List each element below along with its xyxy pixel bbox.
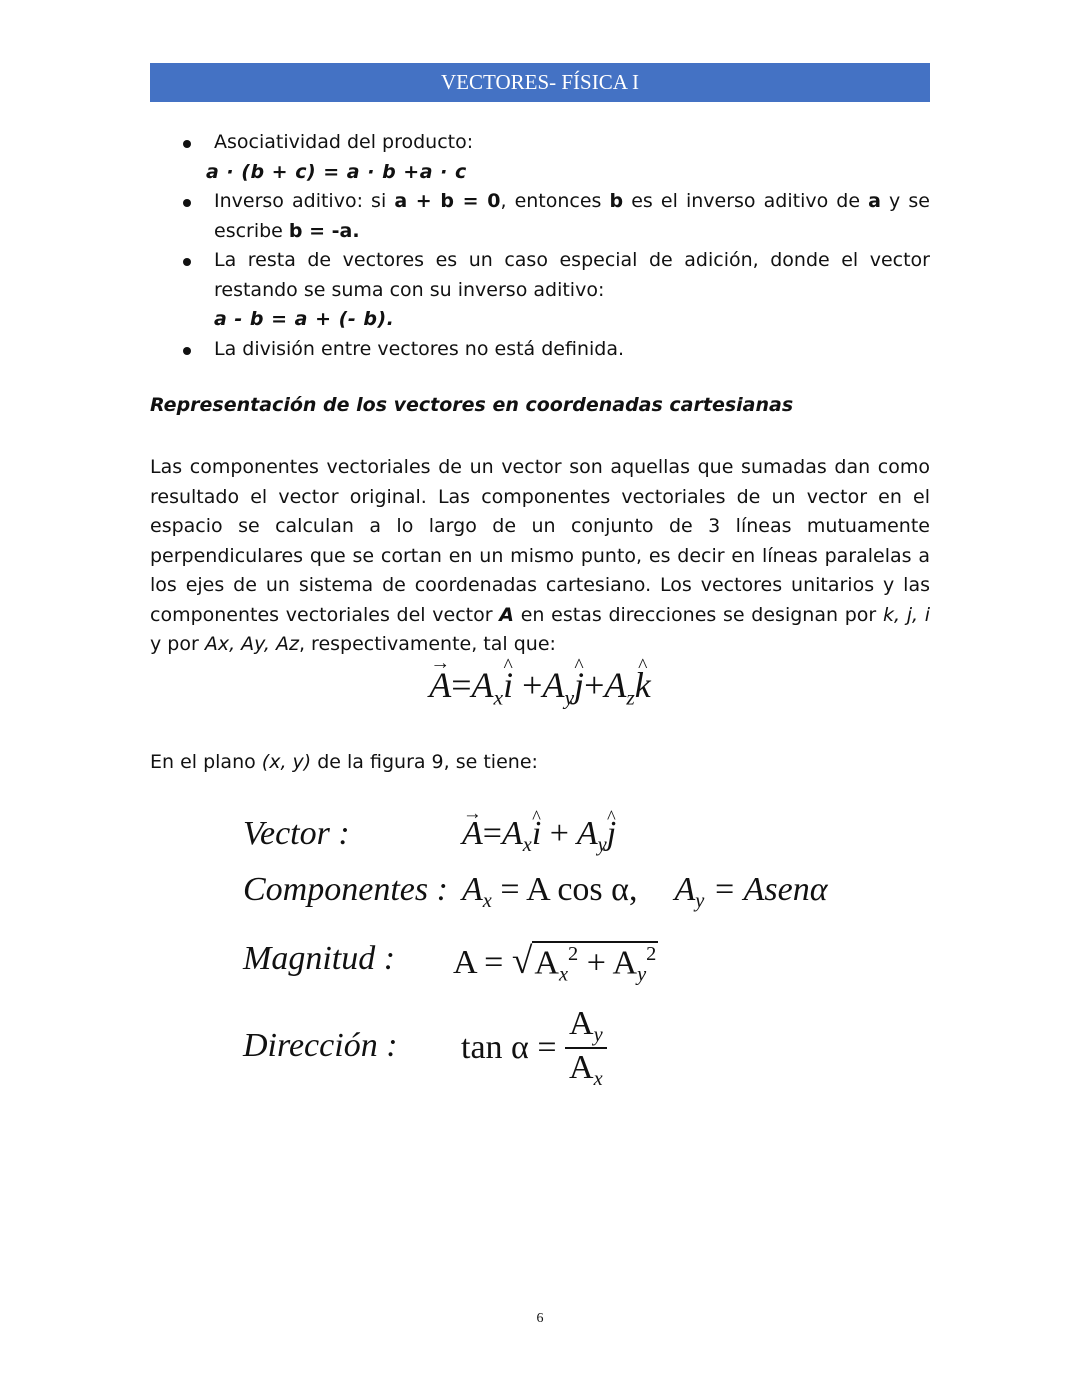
bullet-icon bbox=[183, 258, 191, 266]
plane-coords: (x, y) bbox=[261, 751, 312, 773]
direction-fraction bbox=[565, 1005, 607, 1091]
bullet-icon bbox=[183, 140, 191, 148]
subtraction-formula: a - b = a + (- b). bbox=[214, 308, 395, 330]
page-number: 6 bbox=[536, 1311, 544, 1326]
vector-label: Vector : bbox=[243, 815, 350, 852]
plane-text-b: de la figura 9, se tiene: bbox=[311, 751, 538, 773]
component-a: A bbox=[569, 1049, 594, 1087]
direction-lhs: tan α = bbox=[461, 1029, 557, 1067]
subscript-x: x bbox=[558, 963, 569, 986]
paragraph-text-b: en estas direcciones se designan por bbox=[514, 603, 883, 626]
page-header: VECTORES- FÍSICA I bbox=[150, 63, 930, 102]
component-a: A bbox=[604, 665, 627, 705]
division-text: La división entre vectores no está definida. bbox=[214, 337, 625, 360]
sqrt-icon: √ bbox=[511, 941, 533, 982]
component-a: A bbox=[569, 1005, 594, 1042]
plane-text bbox=[150, 751, 538, 773]
subscript-x: x bbox=[482, 890, 492, 913]
component-a: A bbox=[501, 815, 523, 852]
vector-A: A → bbox=[462, 815, 483, 853]
paragraph-units: k, j, i bbox=[882, 603, 930, 626]
component-a: A bbox=[674, 871, 696, 908]
magnitude-label: Magnitud : bbox=[243, 940, 396, 977]
property-list bbox=[150, 128, 930, 364]
body-paragraph bbox=[150, 453, 930, 660]
subscript-y: y bbox=[593, 1024, 603, 1047]
component-a: A bbox=[542, 665, 565, 705]
plus-sign: + bbox=[549, 815, 569, 852]
subscript-y: y bbox=[695, 890, 705, 913]
inverse-text-d: y se escribe bbox=[214, 190, 930, 242]
inverse-text-b: , entonces bbox=[500, 190, 610, 212]
bullet-icon bbox=[183, 347, 191, 355]
unit-k: k ^ bbox=[635, 664, 651, 706]
subtraction-text: La resta de vectores es un caso especial de adición, donde el vector restando se suma con su inverso aditivo: bbox=[214, 249, 930, 301]
components-equation bbox=[462, 871, 828, 913]
magnitude-lhs: A = bbox=[453, 944, 504, 981]
plus-sign: + bbox=[522, 665, 543, 705]
magnitude-equation bbox=[453, 940, 658, 986]
subscript-y: y bbox=[597, 834, 607, 857]
paragraph-vector-name: A bbox=[499, 603, 514, 626]
inverse-b: b bbox=[609, 190, 624, 212]
component-a: A bbox=[462, 871, 483, 908]
direction-label: Dirección : bbox=[243, 1027, 398, 1064]
paragraph-text-d: , respectivamente, tal que: bbox=[298, 633, 556, 655]
equals-sign: = bbox=[482, 815, 502, 852]
plane-text-a: En el plano bbox=[150, 751, 262, 773]
inverse-result: b = -a. bbox=[288, 219, 360, 242]
subscript-y: y bbox=[637, 963, 647, 986]
unit-j: j ^ bbox=[574, 664, 584, 706]
section-title: Representación de los vectores en coordenadas cartesianas bbox=[150, 394, 794, 416]
components-label: Componentes : bbox=[243, 871, 448, 908]
subscript-y: y bbox=[564, 685, 575, 710]
paragraph-text-c: y por bbox=[150, 633, 205, 655]
subscript-x: x bbox=[493, 685, 504, 710]
components-y-expr: = Asenα bbox=[712, 871, 828, 908]
vector-equation bbox=[0, 664, 1080, 711]
inverse-text-a: Inverso aditivo: si bbox=[214, 190, 395, 212]
direction-equation bbox=[461, 1005, 607, 1091]
component-a: A bbox=[612, 944, 638, 981]
component-a: A bbox=[471, 665, 494, 705]
subscript-z: z bbox=[626, 685, 635, 710]
component-a: A bbox=[576, 815, 598, 852]
vector-A: A → bbox=[429, 664, 451, 706]
list-item-associativity bbox=[150, 128, 930, 187]
unit-i: i ^ bbox=[532, 815, 541, 853]
components-x-expr: = A cos α, bbox=[500, 871, 638, 908]
subscript-x: x bbox=[522, 834, 532, 857]
paragraph-components: Ax, Ay, Az bbox=[204, 633, 299, 655]
unit-i: i ^ bbox=[503, 664, 513, 706]
plus-sign: + bbox=[586, 944, 606, 981]
associativity-formula: a · (b + c) = a · b +a · c bbox=[206, 160, 467, 183]
associativity-title: Asociatividad del producto: bbox=[214, 131, 474, 153]
subscript-x: x bbox=[593, 1068, 603, 1091]
inverse-a: a bbox=[868, 190, 881, 212]
list-item-subtraction bbox=[150, 246, 930, 335]
equals-sign: = bbox=[451, 665, 472, 705]
sqrt-expression: $√A_x^2 + A_y^2$ bbox=[511, 941, 657, 986]
component-a: A bbox=[534, 944, 559, 981]
vector-2d-equation bbox=[462, 815, 616, 857]
unit-j: j ^ bbox=[607, 815, 616, 853]
list-item-division bbox=[150, 335, 930, 365]
plus-sign: + bbox=[584, 665, 605, 705]
list-item-additive-inverse bbox=[150, 187, 930, 246]
inverse-text-c: es el inverso aditivo de bbox=[623, 190, 869, 212]
inverse-formula: a + b = 0 bbox=[394, 190, 501, 212]
bullet-icon bbox=[183, 199, 191, 207]
paragraph-text-a: Las componentes vectoriales de un vector son aquellas que sumadas dan como resultado el vector original. Las componentes vectoriales de un vector en el espacio se calculan a lo largo de un conjunto de 3 líneas mutuamente perpendiculares que se cortan en un mismo punto, es decir en líneas paralelas a los ejes de un sistema de coordenadas cartesiano. Los vectores unitarios y las componentes vectoriales del vector bbox=[150, 456, 930, 626]
